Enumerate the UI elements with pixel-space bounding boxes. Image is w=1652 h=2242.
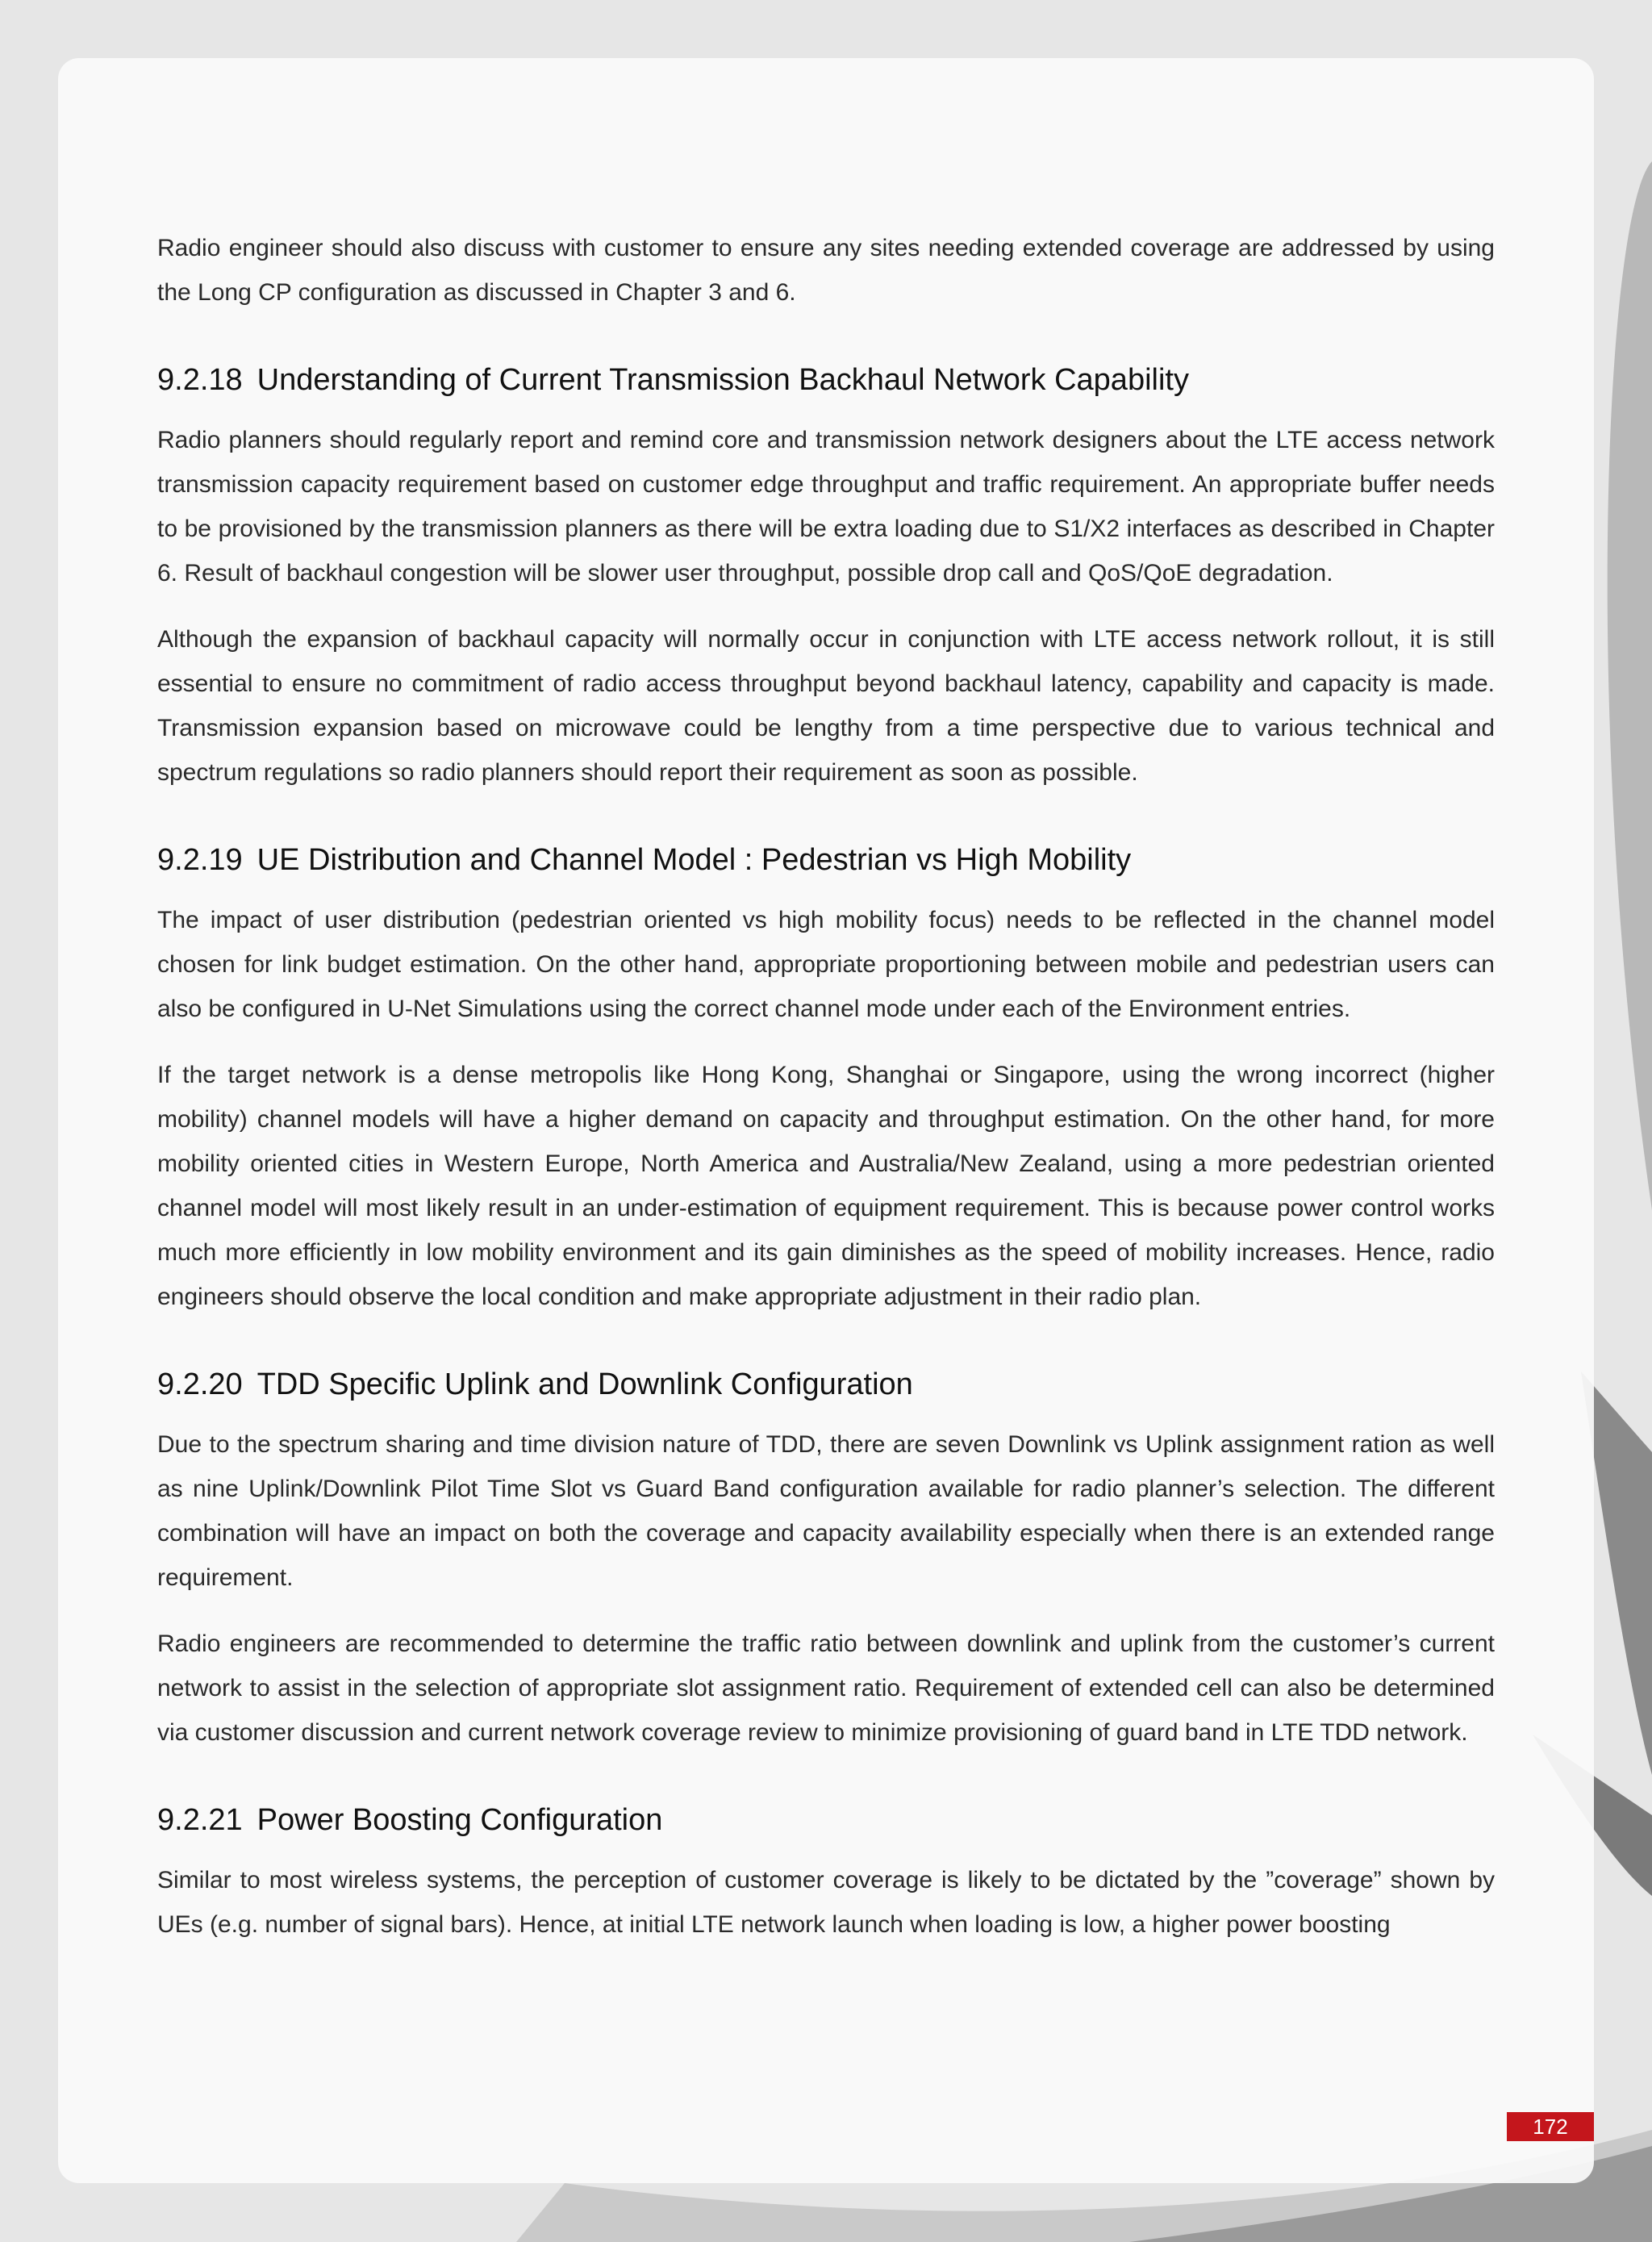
page-number-badge: 172 (1507, 2112, 1594, 2141)
section-9-2-18 (157, 360, 1495, 795)
paragraph: If the target network is a dense metropolis like Hong Kong, Shanghai or Singapore, using the wrong incorrect (higher mobility) channel models will have a higher demand on capacity and throughput estimation. On the other hand, for more mobility oriented cities in Western Europe, North America and Australia/New Zealand, using a more pedestrian oriented channel model will most likely result in an under-estimation of equipment requirement. This is because power control works much more efficiently in low mobility environment and its gain diminishes as the speed of mobility increases. Hence, radio engineers should observe the local condition and make appropriate adjustment in their radio plan. (157, 1062, 1495, 1310)
paragraph: Although the expansion of backhaul capacity will normally occur in conjunction with LTE access network rollout, it is still essential to ensure no commitment of radio access throughput beyond backhaul latency, capability and capacity is made. Transmission expansion based on microwave could be lengthy from a time perspective due to various technical and spectrum regulations so radio planners should report their requirement as soon as possible. (157, 626, 1495, 786)
paragraph: Due to the spectrum sharing and time division nature of TDD, there are seven Downlink vs Uplink assignment ration as well as nine Uplink/Downlink Pilot Time Slot vs Guard Band configuration available for radio planner’s selection. The different combination will have an impact on both the coverage and capacity availability especially when there is an extended range requirement. (157, 1431, 1495, 1591)
section-number: 9.2.19 (157, 843, 243, 877)
document-body (157, 226, 1495, 1969)
section-9-2-20 (157, 1364, 1495, 1755)
paragraph: Radio engineers are recommended to determine the traffic ratio between downlink and uplink from the customer’s current network to assist in the selection of appropriate slot assignment ratio. Requirement of extended cell can also be determined via customer discussion and current network coverage review to minimize provisioning of guard band in LTE TDD network. (157, 1630, 1495, 1746)
intro-paragraph: Radio engineer should also discuss with customer to ensure any sites needing extended coverage are addressed by using the Long CP configuration as discussed in Chapter 3 and 6. (157, 235, 1495, 306)
section-9-2-19 (157, 840, 1495, 1319)
section-title: Understanding of Current Transmission Backhaul Network Capability (257, 363, 1189, 397)
section-9-2-21 (157, 1800, 1495, 1947)
section-title: Power Boosting Configuration (257, 1803, 663, 1837)
section-title: UE Distribution and Channel Model : Pedestrian vs High Mobility (257, 843, 1132, 877)
section-number: 9.2.21 (157, 1803, 243, 1837)
paragraph: Similar to most wireless systems, the perception of customer coverage is likely to be dictated by the ”coverage” shown by UEs (e.g. number of signal bars). Hence, at initial LTE network launch when loading is low, a higher power boosting (157, 1867, 1495, 1938)
section-title: TDD Specific Uplink and Downlink Configuration (257, 1367, 913, 1401)
section-number: 9.2.18 (157, 363, 243, 397)
section-heading (157, 1800, 1495, 1840)
section-heading (157, 1364, 1495, 1405)
paragraph: The impact of user distribution (pedestrian oriented vs high mobility focus) needs to be reflected in the channel model chosen for link budget estimation. On the other hand, appropriate proportioning between mobile and pedestrian users can also be configured in U-Net Simulations using the correct channel mode under each of the Environment entries. (157, 907, 1495, 1022)
paragraph: Radio planners should regularly report and remind core and transmission network designers about the LTE access network transmission capacity requirement based on customer edge throughput and traffic requirement. An appropriate buffer needs to be provisioned by the transmission planners as there will be extra loading due to S1/X2 interfaces as described in Chapter 6. Result of backhaul congestion will be slower user throughput, possible drop call and QoS/QoE degradation. (157, 427, 1495, 587)
section-heading (157, 840, 1495, 880)
section-number: 9.2.20 (157, 1367, 243, 1401)
section-heading (157, 360, 1495, 400)
